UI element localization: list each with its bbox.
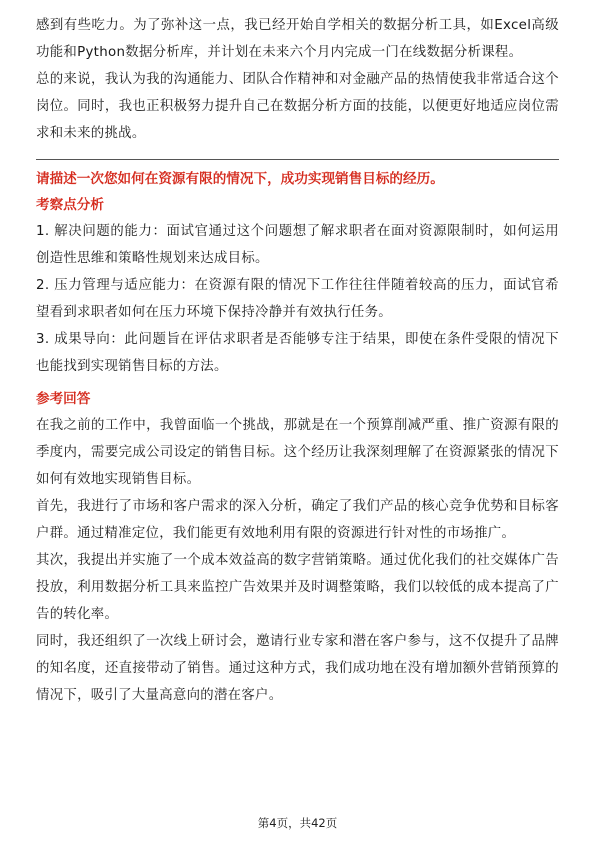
answer-paragraph-4: 同时，我还组织了一次线上研讨会，邀请行业专家和潜在客户参与，这不仅提升了品牌的知名度，还直接带动了销售。通过这种方式，我们成功地在没有增加额外营销预算的情况下，吸引了大量高意向的潜在客户。 bbox=[36, 634, 559, 703]
analysis-item-1: 1. 解决问题的能力：面试官通过这个问题想了解求职者在面对资源限制时，如何运用创造性思维和策略性规划来达成目标。 bbox=[36, 224, 559, 266]
answer-paragraph-1: 在我之前的工作中，我曾面临一个挑战，那就是在一个预算削减严重、推广资源有限的季度内，需要完成公司设定的销售目标。这个经历让我深刻理解了在资源紧张的情况下如何有效地实现销售目标。 bbox=[36, 418, 559, 487]
answer-paragraph-2: 首先，我进行了市场和客户需求的深入分析，确定了我们产品的核心竞争优势和目标客户群。通过精准定位，我们能更有效地利用有限的资源进行针对性的市场推广。 bbox=[36, 499, 559, 541]
question-heading: 请描述一次您如何在资源有限的情况下，成功实现销售目标的经历。 bbox=[36, 171, 444, 187]
analysis-title: 考察点分析 bbox=[36, 197, 104, 213]
intro-paragraph-2: 总的来说，我认为我的沟通能力、团队合作精神和对金融产品的热情使我非常适合这个岗位。同时，我也正积极努力提升自己在数据分析方面的技能，以便更好地适应岗位需求和未来的挑战。 bbox=[36, 72, 559, 141]
intro-paragraph-1: 感到有些吃力。为了弥补这一点，我已经开始自学相关的数据分析工具，如Excel高级功能和Python数据分析库，并计划在未来六个月内完成一门在线数据分析课程。 bbox=[36, 18, 559, 60]
section-divider bbox=[36, 159, 559, 160]
analysis-item-3: 3. 成果导向：此问题旨在评估求职者是否能够专注于结果，即使在条件受限的情况下也能找到实现销售目标的方法。 bbox=[36, 332, 559, 374]
answer-title: 参考回答 bbox=[36, 391, 91, 407]
analysis-item-2: 2. 压力管理与适应能力：在资源有限的情况下工作往往伴随着较高的压力，面试官希望看到求职者如何在压力环境下保持冷静并有效执行任务。 bbox=[36, 278, 559, 320]
page-number-footer: 第4页，共42页 bbox=[257, 816, 338, 830]
answer-paragraph-3: 其次，我提出并实施了一个成本效益高的数字营销策略。通过优化我们的社交媒体广告投放，利用数据分析工具来监控广告效果并及时调整策略，我们以较低的成本提高了广告的转化率。 bbox=[36, 553, 559, 622]
page-content bbox=[36, 12, 559, 709]
